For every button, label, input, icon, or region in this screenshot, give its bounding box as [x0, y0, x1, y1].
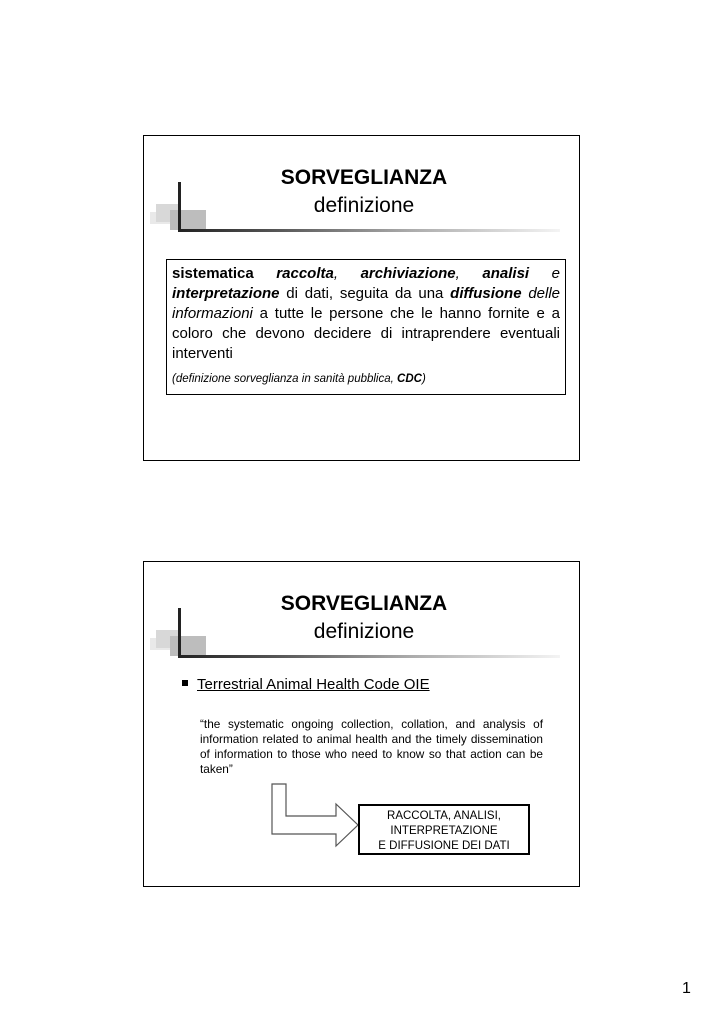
definition-source: (definizione sorveglianza in sanità pubblica, CDC) [172, 373, 426, 385]
definition-text: sistematica raccolta, archiviazione, analisi e interpretazione di dati, seguita da una diffusione delle informazioni a tutte le persone che le hanno fornite e a coloro che devono decidere di intraprendere eventuali interventi [172, 265, 561, 362]
oie-quote: “the systematic ongoing collection, collation, and analysis of information related to animal health and the timely dissemination of information to those who need to know so that action can be taken” [200, 717, 543, 776]
slide-1 [143, 135, 580, 461]
page-number: 1 [682, 980, 691, 997]
bullet-square-icon [182, 680, 188, 686]
slide-subtitle: definizione [313, 194, 415, 217]
result-box: RACCOLTA, ANALISI, INTERPRETAZIONE E DIFFUSIONE DEI DATI [358, 804, 530, 855]
bullet-text: Terrestrial Animal Health Code OIE [197, 676, 430, 693]
bent-arrow-icon [270, 782, 362, 850]
slide-subtitle: definizione [313, 620, 415, 643]
slide-title: SORVEGLIANZA [280, 166, 448, 189]
definition-box [166, 259, 566, 395]
slide-title: SORVEGLIANZA [280, 592, 448, 615]
slide-2 [143, 561, 580, 887]
title-underline [180, 229, 560, 232]
bullet-item [182, 676, 430, 693]
title-underline [180, 655, 560, 658]
